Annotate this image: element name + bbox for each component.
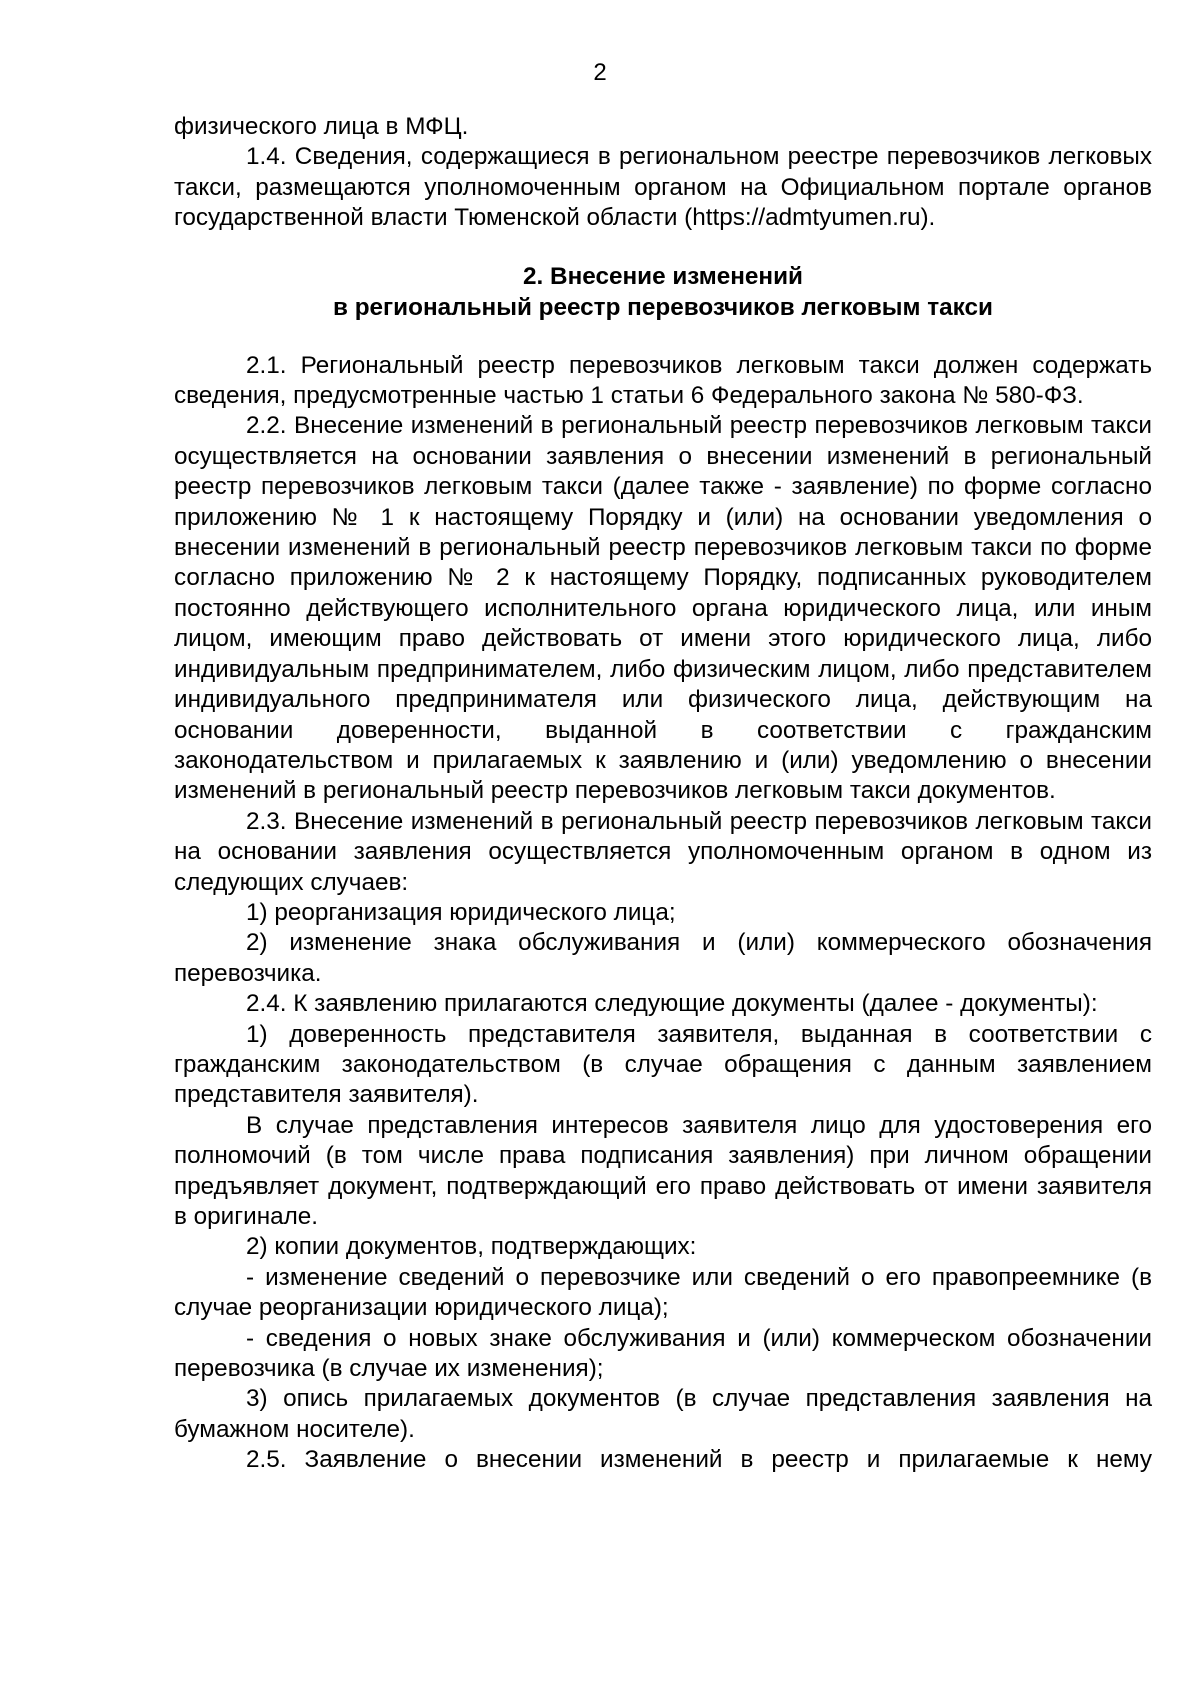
section-heading-line1: 2. Внесение изменений bbox=[523, 262, 803, 290]
paragraph-2-2: 2.2. Внесение изменений в региональный реестр перевозчиков легковым такси осуществляется на основании заявления о внесении изменений в региональный реестр перевозчиков легковым такси (далее также - заявление) по форме согласно приложению № 1 к настоящему Порядку и (или) на основании уведомления о внесении изменений в региональный реестр перевозчиков легковым такси по форме согласно приложению № 2 к настоящему Порядку, подписанных руководителем постоянно действующего исполнительного органа юридического лица, или иным лицом, имеющим право действовать от имени этого юридического лица, либо индивидуальным предпринимателем, либо физическим лицом, либо представителем индивидуального предпринимателя или физического лица, действующим на основании доверенности, выданной в соответствии с гражданским законодательством и прилагаемых к заявлению и (или) уведомлению о внесении изменений в региональный реестр перевозчиков легковым такси документов. bbox=[174, 412, 1152, 805]
list-item-2-3-2: 2) изменение знака обслуживания и (или) коммерческого обозначения перевозчика. bbox=[174, 929, 1152, 987]
list-item-2-4-3: 3) опись прилагаемых документов (в случае представления заявления на бумажном носителе). bbox=[174, 1385, 1152, 1443]
continuation-text: физического лица в МФЦ. bbox=[174, 113, 469, 140]
paragraph-2-3: 2.3. Внесение изменений в региональный реестр перевозчиков легковым такси на основании заявления осуществляется уполномоченным органом в одном из следующих случаев: bbox=[174, 807, 1152, 896]
paragraph-2-1: 2.1. Региональный реестр перевозчиков легковым такси должен содержать сведения, предусмотренные частью 1 статьи 6 Федерального закона № 580-ФЗ. bbox=[174, 351, 1152, 410]
list-item-2-4-2: 2) копии документов, подтверждающих: bbox=[246, 1233, 697, 1261]
paragraph-2-5: 2.5. Заявление о внесении изменений в реестр и прилагаемые к нему bbox=[246, 1446, 1152, 1474]
paragraph-1-4: 1.4. Сведения, содержащиеся в региональном реестре перевозчиков легковых такси, размещаются уполномоченным органом на Официальном портале органов государственной власти Тюменской области (https://admtyumen.ru). bbox=[174, 143, 1152, 232]
document-body bbox=[174, 112, 1152, 1476]
section-heading bbox=[174, 261, 1152, 323]
dash-item-2: - сведения о новых знаке обслуживания и (или) коммерческом обозначении перевозчика (в случае их изменения); bbox=[174, 1324, 1152, 1383]
page-number: 2 bbox=[593, 59, 607, 86]
list-item-2-4-1: 1) доверенность представителя заявителя, выданная в соответствии с гражданским законодательством (в случае обращения с данным заявлением представителя заявителя). bbox=[174, 1020, 1152, 1109]
list-item-2-3-1: 1) реорганизация юридического лица; bbox=[246, 898, 676, 926]
dash-item-1: - изменение сведений о перевозчике или сведений о его правопреемнике (в случае реорганизации юридического лица); bbox=[174, 1263, 1152, 1322]
paragraph-2-4-note: В случае представления интересов заявителя лицо для удостоверения его полномочий (в том числе права подписания заявления) при личном обращении предъявляет документ, подтверждающий его право действовать от имени заявителя в оригинале. bbox=[174, 1111, 1152, 1230]
section-heading-line2: в региональный реестр перевозчиков легковым такси bbox=[333, 293, 993, 321]
paragraph-2-4: 2.4. К заявлению прилагаются следующие документы (далее - документы): bbox=[246, 990, 1098, 1018]
